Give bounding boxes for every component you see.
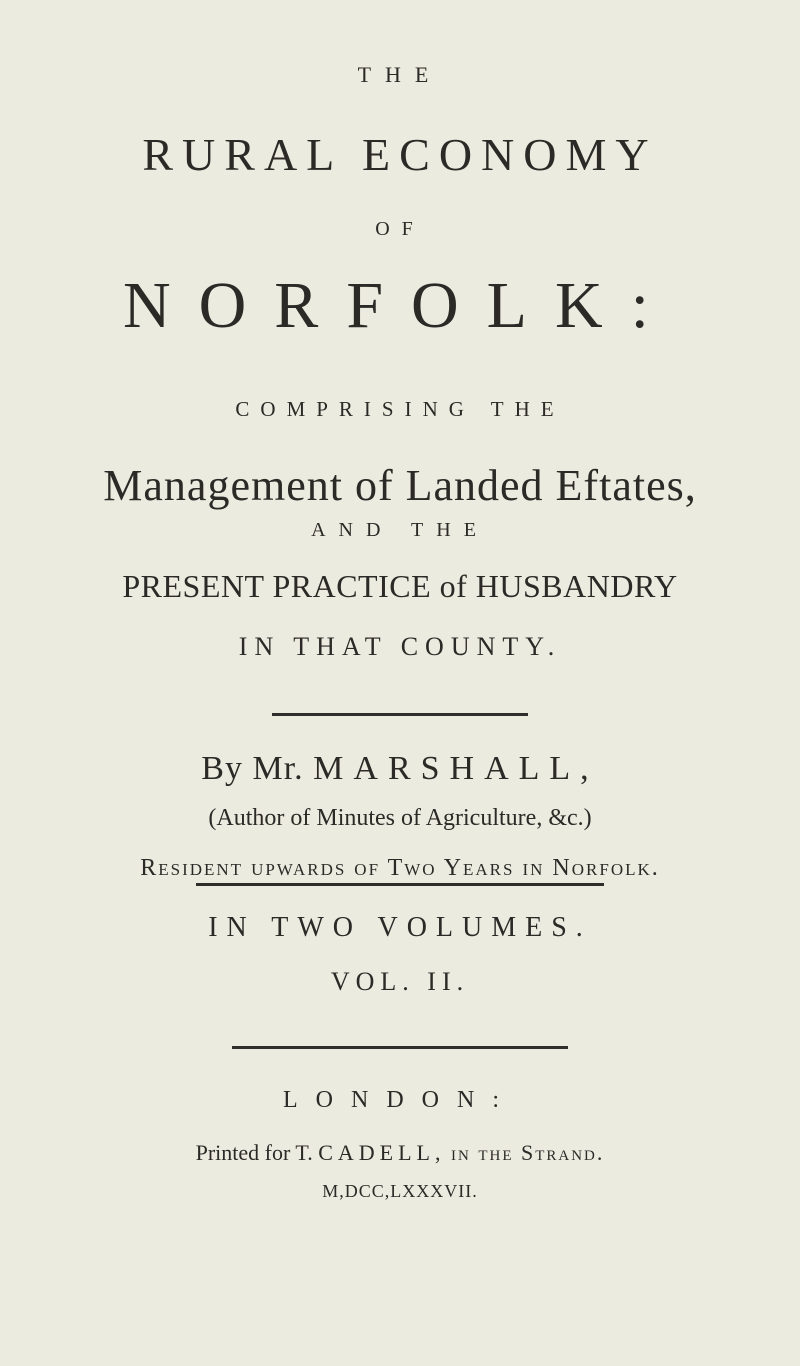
imprint-publisher: CADELL, (318, 1140, 446, 1165)
by-prefix: By Mr. (201, 750, 304, 787)
imprint-line (0, 1140, 800, 1166)
volume-number: VOL. II. (330, 967, 470, 996)
author-note: (Author of Minutes of Agriculture, &c.) (208, 805, 592, 831)
divider-rule (272, 713, 528, 716)
and-the-line: AND THE (311, 519, 489, 541)
imprint-city: LONDON: (283, 1087, 517, 1113)
author-name: MARSHALL, (313, 750, 599, 787)
imprint-date: M,DCC,LXXXVII. (322, 1181, 478, 1201)
title-of: OF (375, 218, 425, 240)
title-article: THE (357, 62, 443, 87)
divider-rule (232, 1046, 568, 1049)
imprint-printed: Printed for T. (195, 1140, 313, 1165)
imprint-location: in the Strand. (451, 1140, 605, 1165)
subject-two: PRESENT PRACTICE of HUSBANDRY (122, 568, 678, 604)
subject-one: Management of Landed Eftates, (103, 461, 697, 510)
volumes-line: IN TWO VOLUMES. (208, 912, 592, 943)
divider-rule (196, 883, 604, 886)
title-main: RURAL ECONOMY (142, 129, 658, 180)
author-line (0, 750, 800, 788)
comprising-line: COMPRISING THE (235, 397, 565, 421)
title-place: NORFOLK: (122, 269, 678, 342)
resident-note: Resident upwards of Two Years in Norfolk. (140, 855, 660, 881)
county-line: IN THAT COUNTY. (238, 632, 562, 661)
